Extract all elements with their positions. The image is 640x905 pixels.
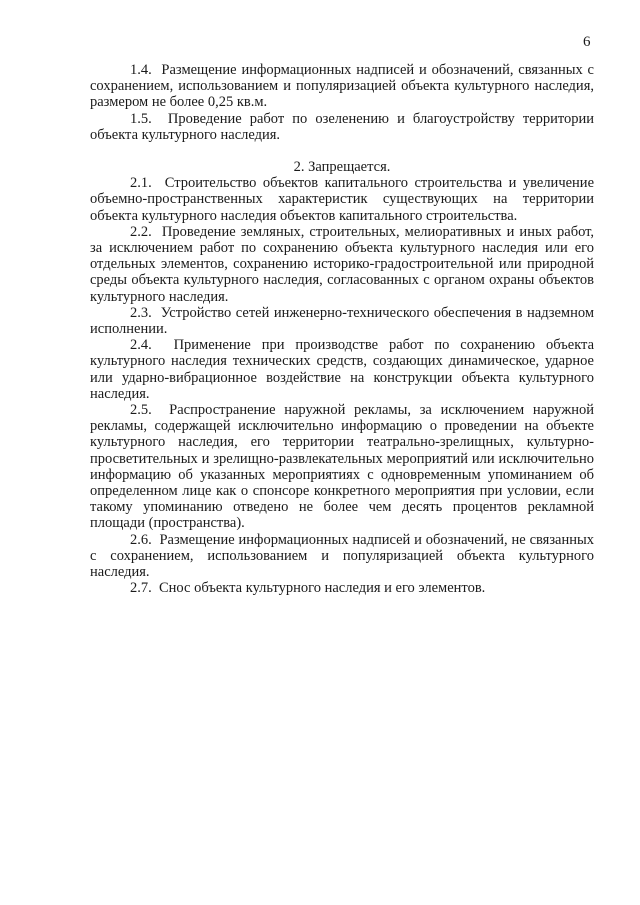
- clause-2-1: [90, 175, 594, 224]
- clause-number: 1.5.: [130, 110, 152, 127]
- clause-1-5: [90, 111, 594, 143]
- clause-text: Проведение работ по озеленению и благоустройству территории объекта культурного наследия.: [90, 110, 595, 143]
- clause-1-4: [90, 62, 594, 111]
- clause-number: 2.7.: [130, 580, 152, 597]
- clause-text: Распространение наружной рекламы, за исключением наружной рекламы, содержащей исключительно информацию о проведении на объекте культурного наследия, его территории театрально-зрелищных, культурно-просветительных и зрелищно-развлекательных мероприятий или исключительно информацию об указанных мероприятиях с одновременным упоминанием об определенном лице как о спонсоре конкретного мероприятия при условии, если такому упоминанию отведено не более чем десять процентов рекламной площади (пространства).: [90, 402, 594, 532]
- clause-text: Применение при производстве работ по сохранению объекта культурного наследия технических средств, создающих динамическое, ударное или ударно-вибрационное воздействие на конструкции объекта культурного наследия.: [90, 337, 595, 402]
- clause-text: Размещение информационных надписей и обозначений, не связанных с сохранением, использованием и популяризацией объекта культурного наследия.: [90, 531, 594, 581]
- clause-number: 2.4.: [130, 337, 152, 354]
- clause-2-4: [90, 337, 594, 402]
- clause-number: 2.5.: [130, 402, 152, 419]
- clause-2-2: [90, 224, 594, 305]
- clause-text: Проведение земляных, строительных, мелиоративных и иных работ, за исключением работ по сохранению объекта культурного наследия или его отдельных элементов, сохранению историко-градостроительной или природной среды объекта культурного наследия, согласованных с органом охраны объектов культурного наследия.: [90, 223, 595, 305]
- clause-text: Строительство объектов капитального строительства и увеличение объемно-пространственных характеристик существующих на территории объекта культурного наследия объектов капитального строительства.: [90, 175, 594, 224]
- clause-2-7: [90, 580, 594, 596]
- clause-text: Снос объекта культурного наследия и его элементов.: [159, 580, 486, 597]
- clause-2-5: [90, 402, 594, 532]
- section-heading: 2. Запрещается.: [293, 159, 391, 176]
- clause-number: 2.3.: [130, 304, 152, 321]
- clause-number: 2.1.: [130, 175, 152, 192]
- clause-text: Устройство сетей инженерно-технического обеспечения в надземном исполнении.: [90, 304, 595, 338]
- clause-number: 1.4.: [130, 62, 152, 78]
- clause-number: 2.2.: [130, 223, 152, 240]
- page-number: 6: [583, 34, 591, 50]
- clause-number: 2.6.: [130, 531, 152, 548]
- clause-2-3: [90, 305, 594, 337]
- clause-2-6: [90, 532, 594, 581]
- document-body: [90, 62, 594, 597]
- clause-text: Размещение информационных надписей и обозначений, связанных с сохранением, использованием и популяризацией объекта культурного наследия, размером не более 0,25 кв.м.: [90, 62, 594, 111]
